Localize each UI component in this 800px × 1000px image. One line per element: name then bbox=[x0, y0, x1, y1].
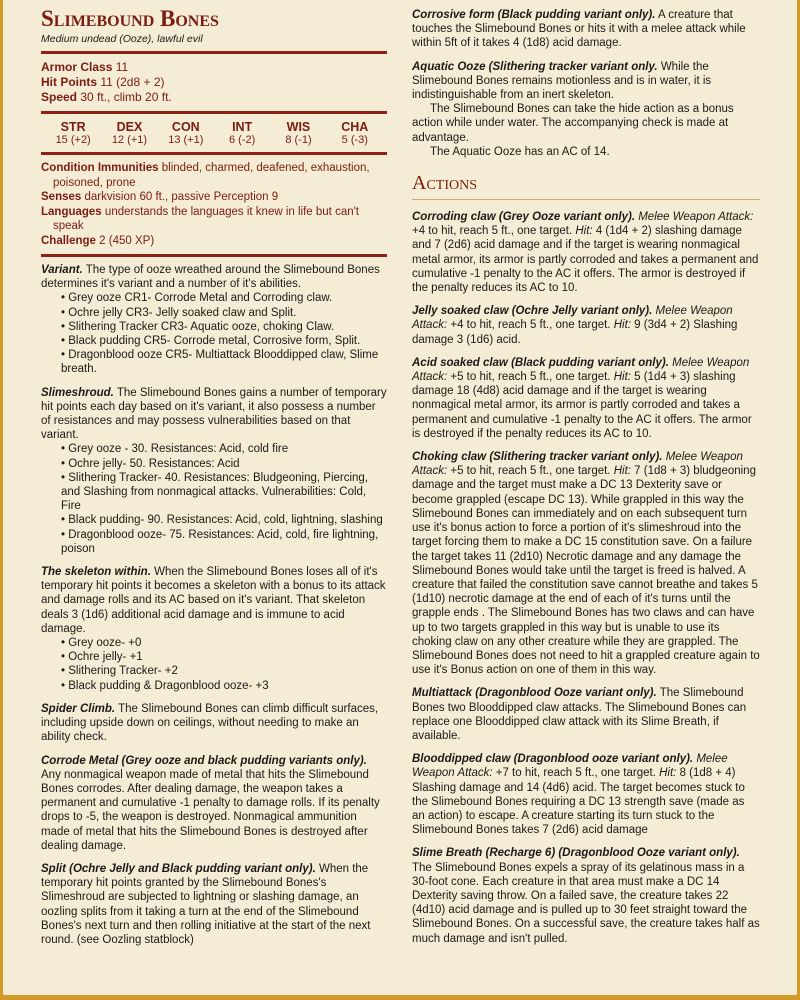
armor-class: Armor Class 11 bbox=[41, 60, 129, 74]
action-blooddipped-claw: Blooddipped claw (Dragonblood ooze variant only). Melee Weapon Attack: +7 to hit, reach 5 ft., one target. Hit: 8 (1d8 + 4) Slashing damage and 14 (4d6) acid. The target becomes stuck to the Slimebound Bones requiring a DC 13 strength save (made as an action) to escape. A creature starting its turn stuck to the Slimebound Bones takes 7 (2d6) acid damage bbox=[412, 753, 745, 837]
ability-con: CON 13 (+1) bbox=[168, 120, 204, 146]
divider bbox=[41, 111, 387, 114]
trait-variant: Variant. The type of ooze wreathed around the Slimebound Bones determines it's variant and a number of it's abilities. • Grey ooze CR1- Corrode Metal and Corroding claw. • Ochre jelly CR3- Jelly soaked claw and Split. • Slithering Tracker CR3- Aquatic ooze, choking Claw. • Black pudding CR5- Corrode metal, Corrosive form, Split. • Dragonblood ooze CR5- Multiattack Blooddipped claw, Slime breath. bbox=[41, 263, 387, 377]
condition-immunities: Condition Immunities blinded, charmed, deafened, exhaustion, poisoned, prone bbox=[41, 162, 370, 189]
ability-int: INT 6 (-2) bbox=[229, 120, 256, 146]
actions-heading: Actions bbox=[412, 172, 478, 195]
monster-name: Slimebound Bones bbox=[41, 6, 219, 31]
divider bbox=[41, 51, 387, 54]
divider bbox=[412, 199, 760, 200]
action-corroding-claw: Corroding claw (Grey Ooze variant only). Melee Weapon Attack: +4 to hit, reach 5 ft., one target. Hit: 4 (1d4 + 2) slashing damage and 7 (2d6) acid damage and if the target is wearing nonmagical metal armor, its armor is partly corroded and takes a permanent and cumulative -1 penalty to the AC it offers. The armor is destroyed if the penalty reduces its AC to 10. bbox=[412, 211, 759, 295]
action-acid-soaked-claw: Acid soaked claw (Black pudding variant only). Melee Weapon Attack: +5 to hit, reach 5 ft., one target. Hit: 5 (1d4 + 3) slashing damage 18 (4d8) acid damage and if the target is wearing nonmagical metal armor, its armor is partly corroded and takes a permanent and cumulative -1 penalty to the AC it offers. The armor is destroyed if the penalty reduces its AC to 10. bbox=[412, 356, 752, 440]
ability-dex: DEX 12 (+1) bbox=[111, 120, 148, 146]
senses: Senses darkvision 60 ft., passive Perception 9 bbox=[41, 191, 279, 203]
monster-subtitle: Medium undead (Ooze), lawful evil bbox=[41, 33, 203, 45]
ability-scores bbox=[41, 120, 387, 146]
ability-cha: CHA 5 (-3) bbox=[341, 120, 369, 146]
speed: Speed 30 ft., climb 20 ft. bbox=[41, 90, 172, 104]
trait-slimeshroud: Slimeshroud. The Slimebound Bones gains a number of temporary hit points each day based on it's variant, it also possess a number of resistances and may possess vulnerabilities based on that variant. • Grey ooze - 30. Resistances: Acid, cold fire • Ochre jelly- 50. Resistances: Acid • Slithering Tracker- 40. Resistances: Bludgeoning, Piercing, and Slashing from nonmagical attacks. Vulnerabilities: Cold, Fire • Black pudding- 90. Resistances: Acid, cold, lightning, slashing • Dragonblood ooze- 75. Resistances: Acid, cold, fire lightning, poison bbox=[41, 386, 387, 556]
action-choking-claw: Choking claw (Slithering tracker variant only). Melee Weapon Attack: +5 to hit, reach 5 ft., one target. Hit: 7 (1d8 + 3) bludgeoning damage and the target must make a DC 13 Dexterity save or become grappled (escape DC 13). While grappled in this way the Slimebound Bones can immediately and on each subsequent turn use it's bonus action to force a portion of it's slimeshroud into the target forcing them to make a DC 15 constitution save. On a failure the target takes 11 (2d10) Necrotic damage and any damage the Slimebound Bones would take until the target is freed is halved. A creature that failed the constitution save cannot breathe and takes 5 (1d10) necrotic damage at the end of each of it's turns until the grapple ends . The Slimebound Bones has two claws and can have up to two targets grappled in this way but is unable to use its choking claw on any other creature while they are grappled. The Slimebound Bones does not need to hit a grappled creature again to use it's Bonus action on one of them in this way. bbox=[412, 451, 760, 677]
action-slime-breath: Slime Breath (Recharge 6) (Dragonblood Ooze variant only). The Slimebound Bones expels a spray of its gelatinous mass in a 30-foot cone. Each creature in that area must make a DC 14 Dexterity saving throw. On a failed save, the creature takes 22 (4d10) acid damage and is pulled up to 30 feet straight toward the Slimebound Bones. On a successful save, the creature takes half as much damage and isn't pulled. bbox=[412, 847, 760, 945]
trait-skeleton-within: The skeleton within. When the Slimebound Bones loses all of it's temporary hit points it becomes a skeleton with a bonus to its attack and damage rolls and its AC based on it's variant. That skeleton deals 3 (1d6) additional acid damage and is immune to acid damage. • Grey ooze- +0 • Ochre jelly- +1 • Slithering Tracker- +2 • Black pudding & Dragonblood ooze- +3 bbox=[41, 565, 387, 693]
action-jelly-soaked-claw: Jelly soaked claw (Ochre Jelly variant only). Melee Weapon Attack: +4 to hit, reach 5 ft., one target. Hit: 9 (3d4 + 2) Slashing damage 3 (1d6) acid. bbox=[412, 305, 738, 346]
right-column bbox=[412, 8, 760, 955]
ability-wis: WIS 8 (-1) bbox=[285, 120, 312, 146]
languages: Languages understands the languages it knew in life but can't speak bbox=[41, 205, 360, 232]
ability-str: STR 15 (+2) bbox=[55, 120, 91, 146]
hit-points: Hit Points 11 (2d8 + 2) bbox=[41, 75, 165, 89]
trait-corrosive-form: Corrosive form (Black pudding variant only). A creature that touches the Slimebound Bones or hits it with a melee attack while within 5ft of it takes 4 (1d8) acid damage. bbox=[412, 9, 746, 50]
challenge: Challenge 2 (450 XP) bbox=[41, 234, 155, 247]
divider bbox=[41, 254, 387, 257]
action-multiattack: Multiattack (Dragonblood Ooze variant only). The Slimebound Bones two Blooddipped claw attacks. The Slimebound Bones can replace one Blooddipped claw attack with its Slime Breath, if available. bbox=[412, 687, 747, 742]
divider bbox=[41, 152, 387, 155]
trait-spider-climb: Spider Climb. The Slimebound Bones can climb difficult surfaces, including upside down on ceilings, without needing to make an ability check. bbox=[41, 702, 379, 744]
trait-split: Split (Ochre Jelly and Black pudding variant only). When the temporary hit points granted by the Slimebound Bones's Slimeshroud are subjected to lightning or slashing damage, an oozling splits from it taking a turn at the end of the Slimebound Bones's next turn and then rolling initiative at the start of the next round. (see Oozling statblock) bbox=[41, 862, 371, 946]
trait-corrode-metal: Corrode Metal (Grey ooze and black pudding variants only). Any nonmagical weapon made of metal that hits the Slimebound Bones corrodes. After dealing damage, the weapon takes a permanent and cumulative -1 penalty to damage rolls. If its penalty drops to -5, the weapon is destroyed. Nonmagical ammunition made of metal that hits the Slimebound Bones is destroyed after dealing damage. bbox=[41, 754, 380, 852]
trait-aquatic-ooze: Aquatic Ooze (Slithering tracker variant only. While the Slimebound Bones remains motionless and is in water, it is indistinguishable from an inert skeleton. The Slimebound Bones can take the hide action as a bonus action while under water. The accompanying check is made at advantage. The Aquatic Ooze has an AC of 14. bbox=[412, 60, 734, 158]
left-column bbox=[41, 0, 387, 956]
